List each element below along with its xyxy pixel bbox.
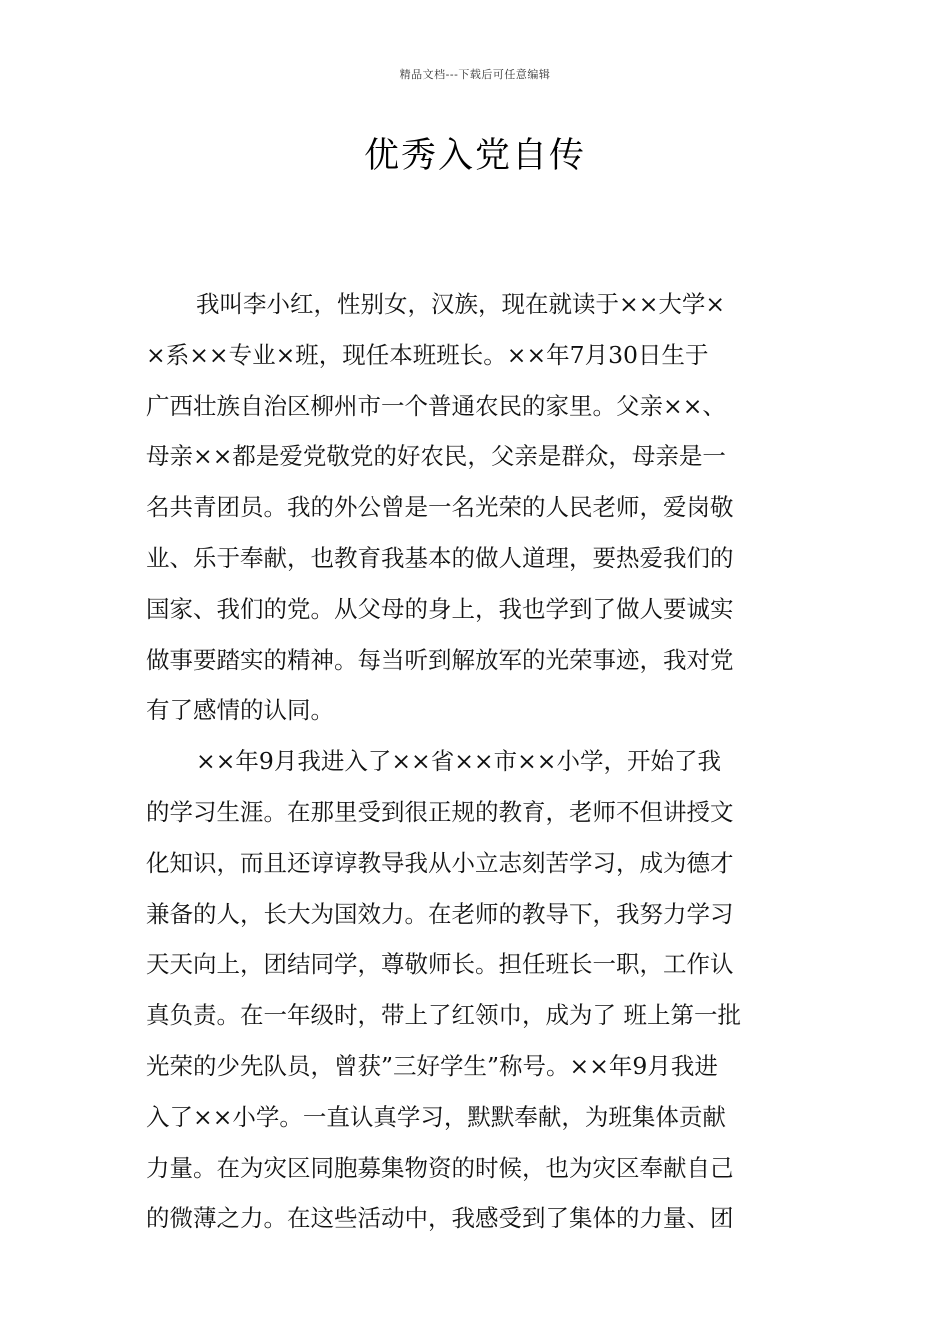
paragraph-2-line: 力量。在为灾区同胞募集物资的时候，也为灾区奉献自己 bbox=[146, 1153, 734, 1182]
paragraph-1-line: ×系××专业×班，现任本班班长。××年7月30日生于 bbox=[146, 340, 709, 369]
paragraph-2-line: 入了××小学。一直认真学习，默默奉献，为班集体贡献 bbox=[146, 1102, 726, 1131]
paragraph-1-line: 广西壮族自治区柳州市一个普通农民的家里。父亲××、 bbox=[146, 391, 726, 420]
paragraph-1-line: 名共青团员。我的外公曾是一名光荣的人民老师，爱岗敬 bbox=[146, 493, 734, 522]
paragraph-2-line: 的学习生涯。在那里受到很正规的教育，老师不但讲授文 bbox=[146, 797, 734, 826]
paragraph-2-line: 兼备的人，长大为国效力。在老师的教导下，我努力学习 bbox=[146, 899, 734, 928]
paragraph-1-line: 我叫李小红，性别女，汉族，现在就读于××大学× bbox=[196, 290, 726, 318]
paragraph-1-line: 做事要踏实的精神。每当听到解放军的光荣事迹，我对党 bbox=[146, 645, 734, 674]
paragraph-2-line: 真负责。在一年级时，带上了红领巾，成为了 班上第一批 bbox=[146, 1001, 741, 1030]
document-title: 优秀入党自传 bbox=[363, 136, 586, 176]
document-body bbox=[146, 279, 811, 1244]
header-note: 精品文档---下载后可任意编辑 bbox=[399, 68, 551, 81]
paragraph-2-line: 天天向上，团结同学，尊敬师长。担任班长一职，工作认 bbox=[146, 950, 734, 979]
paragraph-2-line: ××年9月我进入了××省××市××小学，开始了我 bbox=[196, 747, 721, 776]
paragraph-1-line: 业、乐于奉献，也教育我基本的做人道理，要热爱我们的 bbox=[146, 543, 734, 572]
paragraph-1-line: 国家、我们的党。从父母的身上，我也学到了做人要诚实 bbox=[146, 594, 734, 623]
paragraph-2-line: 的微薄之力。在这些活动中，我感受到了集体的力量、团 bbox=[146, 1204, 734, 1233]
paragraph-2-line: 光荣的少先队员，曾获”三好学生”称号。××年9月我进 bbox=[146, 1051, 718, 1080]
paragraph-1-line: 有了感情的认同。 bbox=[146, 696, 334, 725]
paragraph-1-line: 母亲××都是爱党敬党的好农民，父亲是群众，母亲是一 bbox=[146, 442, 726, 471]
paragraph-2-line: 化知识，而且还谆谆教导我从小立志刻苦学习，成为德才 bbox=[146, 848, 734, 877]
